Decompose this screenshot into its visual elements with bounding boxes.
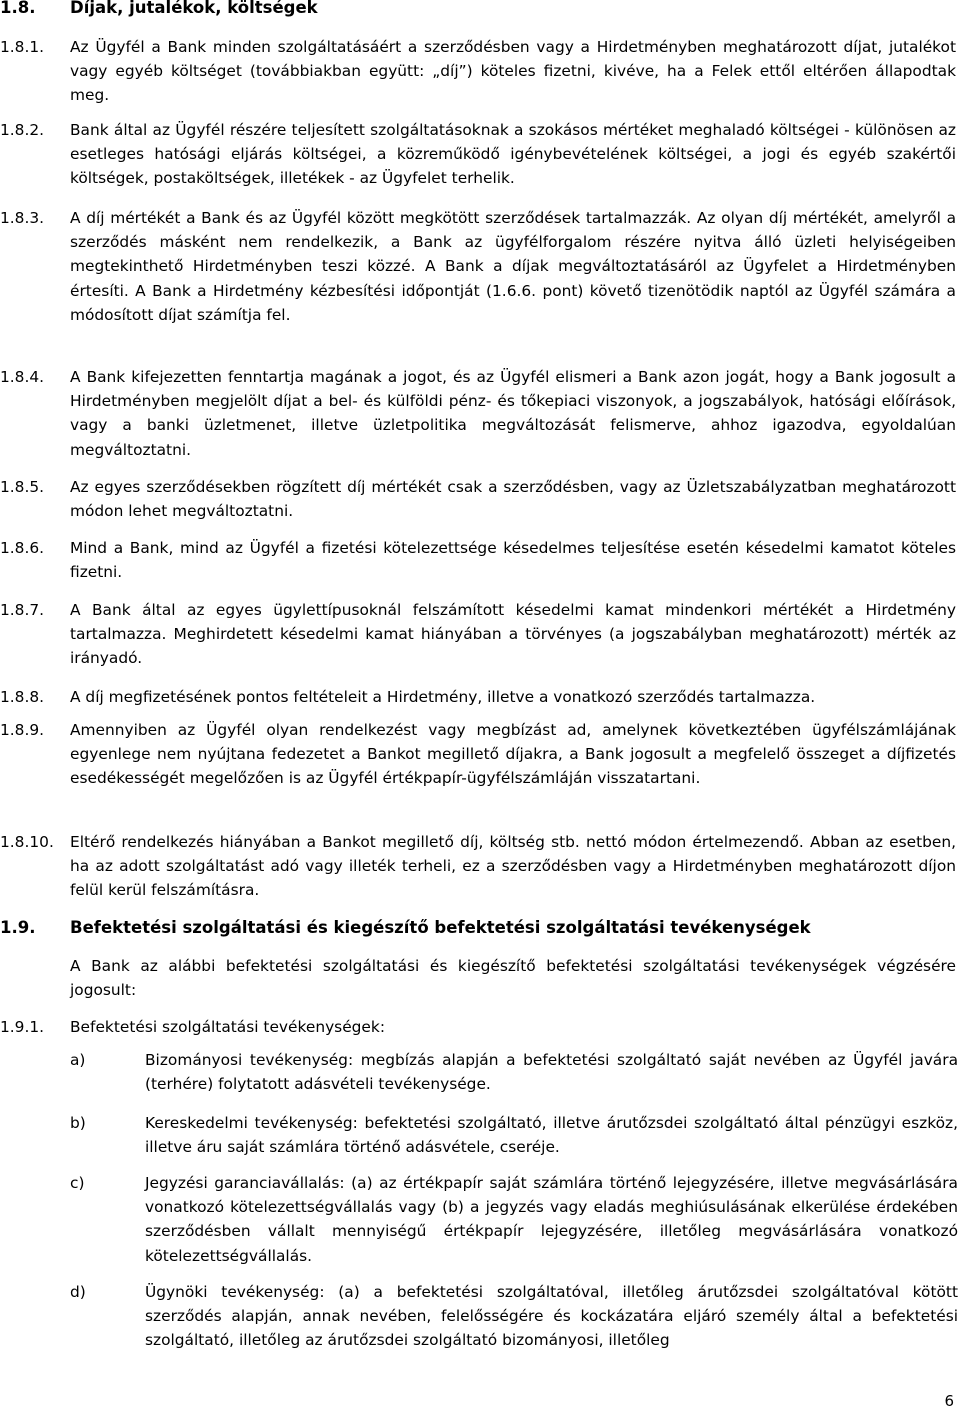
list-item-text: Jegyzési garanciavállalás: (a) az értékpapír saját számlára történő lejegyzésére, illetve megvásárlására vonatkozó kötelezettségvállalás vagy (b) a jegyzés vagy eladás meghiúsulásának elkerülése érdekében szerződésben vállalt mennyiségű értékpapír lejegyzésére, illetőleg megvásárlására vonatkozó kötelezettségvállalás. (145, 1174, 958, 1265)
paragraph-number: 1.8.7. (0, 601, 45, 619)
paragraph-number: 1.8.8. (0, 688, 45, 706)
paragraph-number: 1.8.3. (0, 209, 45, 227)
section-intro: A Bank az alábbi befektetési szolgáltatási és kiegészítő befektetési szolgáltatási tevékenységek végzésére jogosult: (70, 957, 956, 1000)
paragraph-text: Az egyes szerződésekben rögzített díj mértékét csak a szerződésben, vagy az Üzletszabályzatban meghatározott módon lehet megváltoztatni. (70, 478, 956, 521)
paragraph-number: 1.8.10. (0, 833, 54, 851)
paragraph-number: 1.8.6. (0, 539, 45, 557)
paragraph-number: 1.9.1. (0, 1018, 45, 1036)
paragraph-number: 1.8.4. (0, 368, 45, 386)
paragraph-number: 1.8.5. (0, 478, 45, 496)
paragraph-text: A díj mértékét a Bank és az Ügyfél között megkötött szerződések tartalmazzák. Az olyan díj mértékét, amelyről a szerződés másként nem rendelkezik, a Bank az ügyfélforgalom részére nyitva álló üzleti helyiségeiben megtekinthető Hirdetményben teszi közzé. A Bank a díjak megváltoztatásáról az Ügyfelet a Hirdetményben értesíti. A Bank a Hirdetmény kézbesítési időpontját (1.6.6. pont) követő tizenötödik naptól az Ügyfél számára a módosított díjat számítja fel. (70, 209, 956, 324)
paragraph-number: 1.8.1. (0, 38, 45, 56)
paragraph-number: 1.8.2. (0, 121, 45, 139)
paragraph-text: A Bank által az egyes ügylettípusoknál felszámított késedelmi kamat mindenkori mértékét a Hirdetmény tartalmazza. Meghirdetett késedelmi kamat hiányában a törvényes (a jogszabályban meghatározott) mérték az irányadó. (70, 601, 956, 668)
section-title: Díjak, jutalékok, költségek (70, 0, 318, 17)
page-number: 6 (944, 1392, 954, 1410)
paragraph-text: Mind a Bank, mind az Ügyfél a fizetési kötelezettsége késedelmes teljesítése esetén késedelmi kamatot köteles fizetni. (70, 539, 956, 582)
paragraph-text: Az Ügyfél a Bank minden szolgáltatásáért a szerződésben vagy a Hirdetményben meghatározott díjat, jutalékot vagy egyéb költséget (továbbiakban együtt: „díj”) köteles fizetni, kivéve, ha a Felek ettől eltérően állapodtak meg. (70, 38, 956, 105)
section-number: 1.8. (0, 0, 36, 17)
list-item-text: Kereskedelmi tevékenység: befektetési szolgáltató, illetve árutőzsdei szolgáltató által pénzügyi eszköz, illetve áru saját számlára történő adásvétele, cseréje. (145, 1114, 958, 1157)
paragraph-text: Amennyiben az Ügyfél olyan rendelkezést vagy megbízást ad, amelynek következtében ügyfélszámlájának egyenlege nem nyújtana fedezetet a Bankot megillető díjakra, a Bank jogosult a megfelelő összeget a díjfizetés esedékességét megelőzően is az Ügyfél értékpapír-ügyfélszámláján visszatartani. (70, 721, 956, 788)
list-item-text: Bizományosi tevékenység: megbízás alapján a befektetési szolgáltató saját nevében az Ügyfél javára (terhére) folytatott adásvételi tevékenysége. (145, 1051, 958, 1094)
paragraph-text: Befektetési szolgáltatási tevékenységek: (70, 1018, 386, 1036)
paragraph-text: A díj megfizetésének pontos feltételeit a Hirdetmény, illetve a vonatkozó szerződés tartalmazza. (70, 688, 816, 706)
list-item-label: a) (70, 1051, 86, 1069)
list-item-label: c) (70, 1174, 85, 1192)
paragraph-text: Eltérő rendelkezés hiányában a Bankot megillető díj, költség stb. nettó módon értelmezendő. Abban az esetben, ha az adott szolgáltatást adó vagy illeték terheli, ez a szerződésben vagy a Hirdetményben meghatározott díjon felül kerül felszámításra. (70, 833, 956, 900)
list-item-label: d) (70, 1283, 86, 1301)
list-item-text: Ügynöki tevékenység: (a) a befektetési szolgáltatóval, illetőleg árutőzsdei szolgáltatóval kötött szerződés alapján, annak nevében, felelősségére és kockázatára eljáró személy által a befektetési szolgáltató, illetőleg az árutőzsdei szolgáltató bizományosi, illetőleg (145, 1283, 958, 1350)
list-item-label: b) (70, 1114, 86, 1132)
paragraph-number: 1.8.9. (0, 721, 45, 739)
paragraph-text: A Bank kifejezetten fenntartja magának a jogot, és az Ügyfél elismeri a Bank azon jogát, hogy a Bank jogosult a Hirdetményben megjelölt díjat a bel- és külföldi pénz- és tőkepiaci viszonyok, a jogszabályok, hatósági előírások, vagy a banki üzletmenet, illetve üzletpolitika megváltozását felismerve, ahhoz igazodva, egyoldalúan megváltoztatni. (70, 368, 956, 459)
section-title: Befektetési szolgáltatási és kiegészítő befektetési szolgáltatási tevékenységek (70, 918, 811, 937)
section-number: 1.9. (0, 918, 36, 937)
paragraph-text: Bank által az Ügyfél részére teljesített szolgáltatásoknak a szokásos mértéket meghaladó költségei - különösen az esetleges hatósági eljárás költségei, a közreműködő igénybevételének költségei, a jogi és egyéb szakértői költségek, postaköltségek, illetékek - az Ügyfelet terhelik. (70, 121, 956, 188)
